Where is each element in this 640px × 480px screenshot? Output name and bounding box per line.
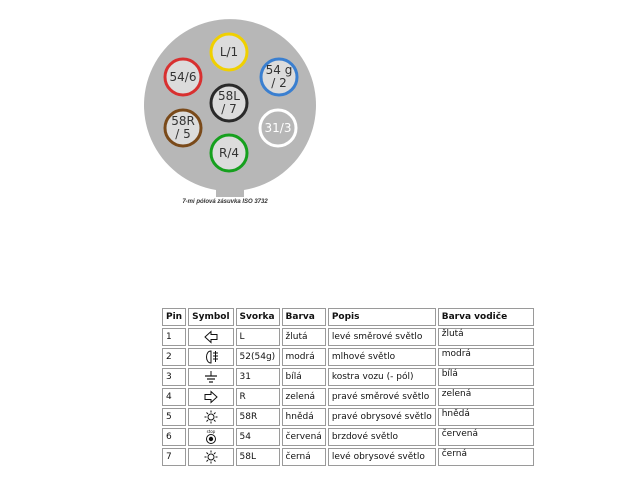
cell-barva-vodice: černá xyxy=(438,448,534,466)
cell-pin: 7 xyxy=(162,448,186,466)
header-pin: Pin xyxy=(162,308,186,326)
table-row xyxy=(162,428,534,446)
table-row xyxy=(162,388,534,406)
pin-2-label: 54 g xyxy=(265,63,293,77)
pin-table xyxy=(160,306,536,468)
cell-popis: kostra vozu (- pól) xyxy=(328,368,436,386)
cell-symbol xyxy=(188,408,233,426)
position-light-icon xyxy=(203,450,219,464)
pin-2 xyxy=(261,59,297,95)
connector-diagram xyxy=(0,0,640,210)
table-row xyxy=(162,348,534,366)
cell-barva: zelená xyxy=(282,388,326,406)
cell-barva-vodice: hnědá xyxy=(438,408,534,426)
pin-6 xyxy=(165,59,201,95)
header-barva-vodice: Barva vodiče xyxy=(438,308,534,326)
cell-barva-vodice: žlutá xyxy=(438,328,534,346)
brake-icon-text: stop xyxy=(206,429,216,434)
cell-svorka: 54 xyxy=(236,428,280,446)
cell-symbol xyxy=(188,368,233,386)
header-popis: Popis xyxy=(328,308,436,326)
cell-popis: pravé obrysové světlo xyxy=(328,408,436,426)
cell-popis: pravé směrové světlo xyxy=(328,388,436,406)
table-header-row xyxy=(162,308,534,326)
cell-symbol xyxy=(188,388,233,406)
connector-caption: 7-mi pólová zásuvka ISO 3732 xyxy=(182,199,268,205)
cell-pin: 1 xyxy=(162,328,186,346)
cell-svorka: R xyxy=(236,388,280,406)
table-row xyxy=(162,448,534,466)
cell-pin: 3 xyxy=(162,368,186,386)
cell-svorka: 58L xyxy=(236,448,280,466)
cell-barva-vodice: červená xyxy=(438,428,534,446)
header-symbol: Symbol xyxy=(188,308,233,326)
cell-symbol xyxy=(188,328,233,346)
cell-pin: 2 xyxy=(162,348,186,366)
header-svorka: Svorka xyxy=(236,308,280,326)
arrow-left-icon xyxy=(203,330,219,344)
pin-3-label: 31/3 xyxy=(264,121,292,135)
cell-svorka: 58R xyxy=(236,408,280,426)
cell-barva: žlutá xyxy=(282,328,326,346)
cell-symbol xyxy=(188,428,233,446)
cell-pin: 4 xyxy=(162,388,186,406)
pin-1-label: L/1 xyxy=(219,45,239,59)
cell-pin: 6 xyxy=(162,428,186,446)
pin-5-label-line2: / 5 xyxy=(175,127,191,141)
cell-popis: levé směrové světlo xyxy=(328,328,436,346)
pin-7 xyxy=(211,85,247,121)
cell-symbol xyxy=(188,448,233,466)
cell-barva-vodice: modrá xyxy=(438,348,534,366)
cell-svorka: 52(54g) xyxy=(236,348,280,366)
pin-4 xyxy=(211,135,247,171)
pin-3 xyxy=(260,110,296,146)
cell-popis: mlhové světlo xyxy=(328,348,436,366)
header-barva: Barva xyxy=(282,308,326,326)
cell-pin: 5 xyxy=(162,408,186,426)
pin-1 xyxy=(211,34,247,70)
table-row xyxy=(162,408,534,426)
cell-barva: hnědá xyxy=(282,408,326,426)
cell-popis: levé obrysové světlo xyxy=(328,448,436,466)
cell-barva-vodice: zelená xyxy=(438,388,534,406)
pin-5 xyxy=(165,110,201,146)
arrow-right-icon xyxy=(203,390,219,404)
table-row xyxy=(162,328,534,346)
brake-light-icon xyxy=(203,429,219,445)
cell-barva-vodice: bílá xyxy=(438,368,534,386)
ground-icon xyxy=(203,370,219,384)
cell-symbol xyxy=(188,348,233,366)
cell-barva: modrá xyxy=(282,348,326,366)
fog-light-icon xyxy=(202,350,220,364)
pin-2-label-line2: / 2 xyxy=(271,76,287,90)
cell-svorka: 31 xyxy=(236,368,280,386)
cell-barva: červená xyxy=(282,428,326,446)
cell-barva: bílá xyxy=(282,368,326,386)
table-row xyxy=(162,368,534,386)
pin-4-label: R/4 xyxy=(218,146,240,160)
pin-5-label: 58R xyxy=(171,114,195,128)
pin-7-label-line2: / 7 xyxy=(221,102,237,116)
cell-popis: brzdové světlo xyxy=(328,428,436,446)
pin-6-label: 54/6 xyxy=(169,70,197,84)
position-light-icon xyxy=(203,410,219,424)
pin-7-label: 58L xyxy=(218,89,240,103)
cell-barva: černá xyxy=(282,448,326,466)
cell-svorka: L xyxy=(236,328,280,346)
